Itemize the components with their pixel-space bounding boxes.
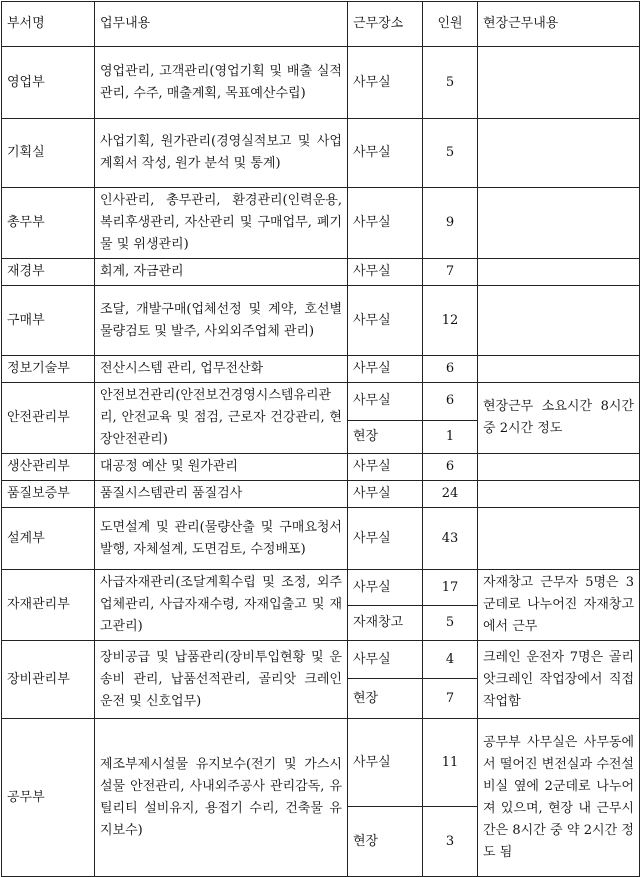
place-cell: 현장: [348, 679, 423, 719]
table-row: [2, 508, 640, 570]
dept-cell: 장비관리부: [2, 641, 95, 719]
count-cell: 3: [423, 807, 478, 877]
count-cell: 5: [423, 47, 478, 119]
note-cell: [478, 286, 640, 356]
header-dept: 부서명: [2, 2, 95, 47]
dept-cell: 재경부: [2, 259, 95, 286]
place-cell: 사무실: [348, 356, 423, 383]
place-cell: 사무실: [348, 719, 423, 807]
place-cell: 사무실: [348, 188, 423, 259]
note-cell: 크레인 운전자 7명은 골리앗크레인 작업장에서 직접 작업함: [478, 641, 640, 719]
duties-cell: 품질시스템관리 품질검사: [95, 481, 348, 508]
dept-cell: 기획실: [2, 119, 95, 188]
dept-cell: 품질보증부: [2, 481, 95, 508]
duties-cell: 회계, 자금관리: [95, 259, 348, 286]
place-cell: 사무실: [348, 47, 423, 119]
count-cell: 5: [423, 606, 478, 641]
dept-cell: 영업부: [2, 47, 95, 119]
note-cell: 공무부 사무실은 사무동에서 떨어진 변전실과 수전설비실 옆에 2군데로 나누어져 있으며, 현장 내 근무시간은 8시간 중 약 2시간 정도 됨: [478, 719, 640, 877]
place-cell: 현장: [348, 807, 423, 877]
place-cell: 사무실: [348, 383, 423, 421]
place-cell: 현장: [348, 420, 423, 453]
place-cell: 사무실: [348, 119, 423, 188]
header-row: [2, 2, 640, 47]
duties-cell: 영업관리, 고객관리(영업기획 및 배출 실적관리, 수주, 매출계획, 목표예산수립): [95, 47, 348, 119]
table-row: [2, 641, 640, 679]
place-cell: 자재창고: [348, 606, 423, 641]
duties-cell: 장비공급 및 납품관리(장비투입현황 및 운송비 관리, 납품선적관리, 골리앗 크레인 운전 및 신호업무): [95, 641, 348, 719]
note-cell: [478, 119, 640, 188]
note-cell: [478, 259, 640, 286]
duties-cell: 인사관리, 총무관리, 환경관리(인력운용, 복리후생관리, 자산관리 및 구매업무, 폐기물 및 위생관리): [95, 188, 348, 259]
place-cell: 사무실: [348, 259, 423, 286]
department-table: [1, 1, 640, 877]
duties-cell: 안전보건관리(안전보건경영시스템유리관리, 안전교육 및 점검, 근로자 건강관리, 현장안전관리): [95, 383, 348, 454]
place-cell: 사무실: [348, 570, 423, 606]
note-cell: [478, 481, 640, 508]
place-cell: 사무실: [348, 508, 423, 570]
header-note: 현장근무내용: [478, 2, 640, 47]
header-place: 근무장소: [348, 2, 423, 47]
table-row: [2, 286, 640, 356]
table-row: [2, 47, 640, 119]
header-duties: 업무내용: [95, 2, 348, 47]
place-cell: 사무실: [348, 641, 423, 679]
table-row: [2, 356, 640, 383]
count-cell: 11: [423, 719, 478, 807]
count-cell: 9: [423, 188, 478, 259]
dept-cell: 정보기술부: [2, 356, 95, 383]
duties-cell: 도면설계 및 관리(물량산출 및 구매요청서 발행, 자체설계, 도면검토, 수정배포): [95, 508, 348, 570]
table-row: [2, 119, 640, 188]
count-cell: 1: [423, 420, 478, 453]
duties-cell: 대공정 예산 및 원가관리: [95, 454, 348, 481]
note-cell: [478, 188, 640, 259]
note-cell: 자재창고 근무자 5명은 3군데로 나누어진 자재창고에서 근무: [478, 570, 640, 641]
table-row: [2, 481, 640, 508]
duties-cell: 사업기획, 원가관리(경영실적보고 및 사업계획서 작성, 원가 분석 및 통계): [95, 119, 348, 188]
place-cell: 사무실: [348, 454, 423, 481]
header-count: 인원: [423, 2, 478, 47]
duties-cell: 사급자재관리(조달계획수립 및 조정, 외주업체관리, 사급자재수령, 자재입출고 및 재고관리): [95, 570, 348, 641]
table-row: [2, 454, 640, 481]
duties-cell: 전산시스템 관리, 업무전산화: [95, 356, 348, 383]
table-row: [2, 259, 640, 286]
dept-cell: 설계부: [2, 508, 95, 570]
count-cell: 7: [423, 259, 478, 286]
count-cell: 12: [423, 286, 478, 356]
count-cell: 43: [423, 508, 478, 570]
table-row: [2, 719, 640, 807]
count-cell: 6: [423, 383, 478, 421]
duties-cell: 조달, 개발구매(업체선정 및 계약, 호선별 물량검토 및 발주, 사외외주업체 관리): [95, 286, 348, 356]
count-cell: 4: [423, 641, 478, 679]
count-cell: 5: [423, 119, 478, 188]
dept-cell: 총무부: [2, 188, 95, 259]
dept-cell: 생산관리부: [2, 454, 95, 481]
count-cell: 6: [423, 454, 478, 481]
note-cell: [478, 508, 640, 570]
count-cell: 6: [423, 356, 478, 383]
table-row: [2, 383, 640, 421]
place-cell: 사무실: [348, 481, 423, 508]
dept-cell: 공무부: [2, 719, 95, 877]
table-row: [2, 570, 640, 606]
duties-cell: 제조부제시설물 유지보수(전기 및 가스시설물 안전관리, 사내외주공사 관리감독, 유틸리티 설비유지, 용접기 수리, 건축물 유지보수): [95, 719, 348, 877]
dept-cell: 안전관리부: [2, 383, 95, 454]
note-cell: [478, 47, 640, 119]
place-cell: 사무실: [348, 286, 423, 356]
dept-cell: 자재관리부: [2, 570, 95, 641]
table-row: [2, 188, 640, 259]
count-cell: 17: [423, 570, 478, 606]
count-cell: 24: [423, 481, 478, 508]
note-cell: 현장근무 소요시간 8시간 중 2시간 정도: [478, 383, 640, 454]
dept-cell: 구매부: [2, 286, 95, 356]
count-cell: 7: [423, 679, 478, 719]
note-cell: [478, 356, 640, 383]
note-cell: [478, 454, 640, 481]
